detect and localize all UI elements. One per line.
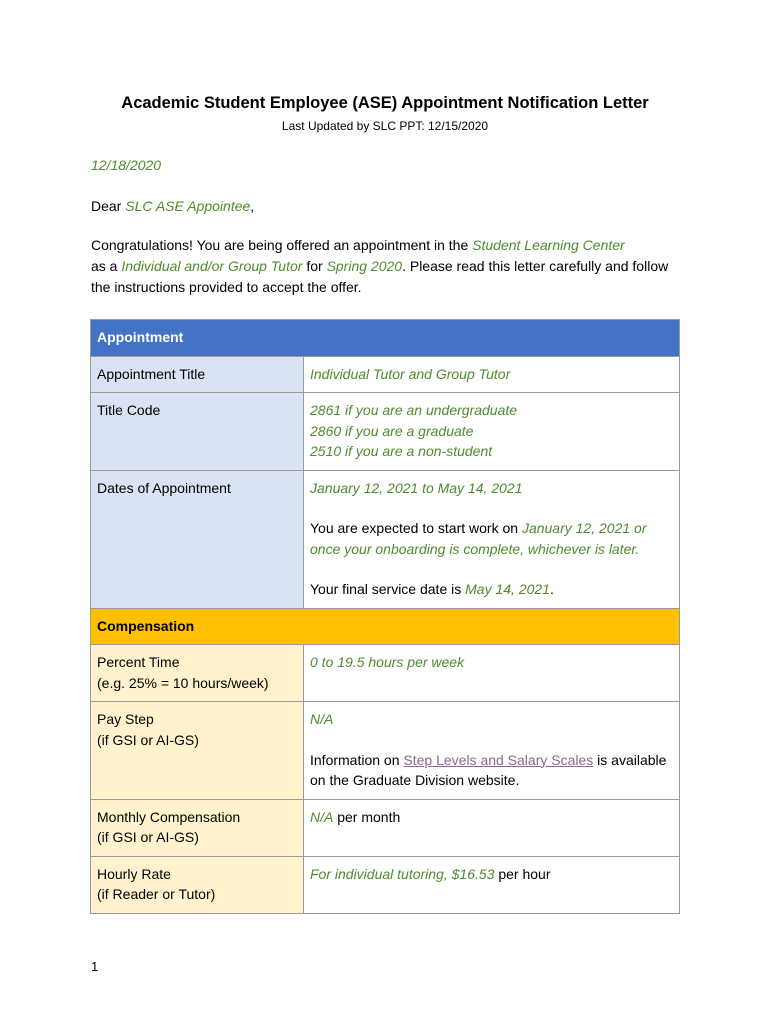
monthly-label-line: (if GSI or AI-GS) — [97, 829, 199, 845]
appointment-title-value: Individual Tutor and Group Tutor — [304, 356, 680, 393]
paystep-label-line: Pay Step — [97, 711, 154, 727]
salutation-suffix: , — [250, 198, 255, 214]
appointment-header-cell: Appointment — [91, 320, 680, 357]
table-row — [91, 702, 680, 800]
pay-step-label — [91, 702, 304, 800]
monthly-suffix: per month — [333, 808, 401, 825]
compensation-section-header — [91, 608, 680, 645]
salary-info-text — [310, 750, 673, 791]
final-prefix: Your final service date is — [310, 581, 466, 597]
title-code-line: 2510 if you are a non-student — [310, 443, 493, 459]
appointment-title-label: Appointment Title — [91, 356, 304, 393]
compensation-header-cell: Compensation — [91, 608, 680, 645]
start-date-text — [310, 518, 673, 559]
start-prefix: You are expected to start work on — [310, 520, 522, 536]
hourly-rate-label — [91, 856, 304, 913]
pay-step-value: N/A — [310, 711, 334, 727]
percent-time-value: 0 to 19.5 hours per week — [304, 645, 680, 702]
page-number: 1 — [91, 959, 99, 974]
hourly-value: For individual tutoring, $16.53 — [310, 865, 495, 882]
salutation — [91, 196, 254, 217]
appointment-table — [90, 319, 680, 914]
title-code-label: Title Code — [91, 393, 304, 471]
appointment-section-header — [91, 320, 680, 357]
term-name: Spring 2020 — [326, 258, 403, 274]
intro-text-2: as a — [91, 258, 122, 274]
final-value: May 14, 2021 — [465, 581, 550, 597]
intro-text-4: . Please read this letter carefully and follow the instructions provided to accept the offer. — [91, 258, 669, 295]
final-date-text — [310, 579, 673, 600]
info-suffix: is available on the Graduate Division website. — [310, 751, 667, 788]
final-suffix: . — [549, 581, 554, 597]
percent-label-line: Percent Time — [97, 654, 180, 670]
intro-paragraph — [91, 235, 691, 298]
monthly-value: N/A — [310, 808, 334, 825]
table-row — [91, 470, 680, 608]
percent-label-line: (e.g. 25% = 10 hours/week) — [97, 674, 269, 691]
info-prefix: Information on — [310, 751, 404, 768]
hourly-rate-value-cell — [304, 856, 680, 913]
title-code-value — [304, 393, 680, 471]
table-row — [91, 799, 680, 856]
unit-name: Student Learning Center — [472, 237, 625, 253]
intro-text-3: for — [302, 258, 327, 274]
salutation-prefix: Dear — [91, 198, 126, 214]
page-title: Academic Student Employee (ASE) Appointment Notification Letter — [121, 94, 649, 112]
monthly-comp-value-cell — [304, 799, 680, 856]
table-row — [91, 393, 680, 471]
table-row — [91, 856, 680, 913]
table-row — [91, 645, 680, 702]
salary-scales-link[interactable]: Step Levels and Salary Scales — [403, 751, 594, 768]
monthly-comp-label — [91, 799, 304, 856]
table-row — [91, 356, 680, 393]
letter-date: 12/18/2020 — [91, 157, 162, 173]
hourly-label-line: Hourly Rate — [97, 865, 171, 882]
hourly-label-line: (if Reader or Tutor) — [97, 886, 216, 902]
dates-label: Dates of Appointment — [91, 470, 304, 608]
title-code-line: 2861 if you are an undergraduate — [310, 402, 518, 418]
monthly-label-line: Monthly Compensation — [97, 808, 241, 825]
intro-text-1: Congratulations! You are being offered an appointment in the — [91, 237, 473, 253]
last-updated-note: Last Updated by SLC PPT: 12/15/2020 — [281, 119, 489, 133]
hourly-suffix: per hour — [494, 865, 551, 882]
dates-value-cell — [304, 470, 680, 608]
paystep-label-line: (if GSI or AI-GS) — [97, 731, 199, 748]
recipient-name: SLC ASE Appointee — [125, 198, 251, 214]
pay-step-value-cell — [304, 702, 680, 800]
percent-time-label — [91, 645, 304, 702]
role-name: Individual and/or Group Tutor — [121, 258, 303, 274]
title-code-line: 2860 if you are a graduate — [310, 422, 474, 439]
start-value: January 12, 2021 or once your onboarding is complete, whichever is later. — [310, 520, 647, 557]
dates-value: January 12, 2021 to May 14, 2021 — [310, 479, 523, 496]
